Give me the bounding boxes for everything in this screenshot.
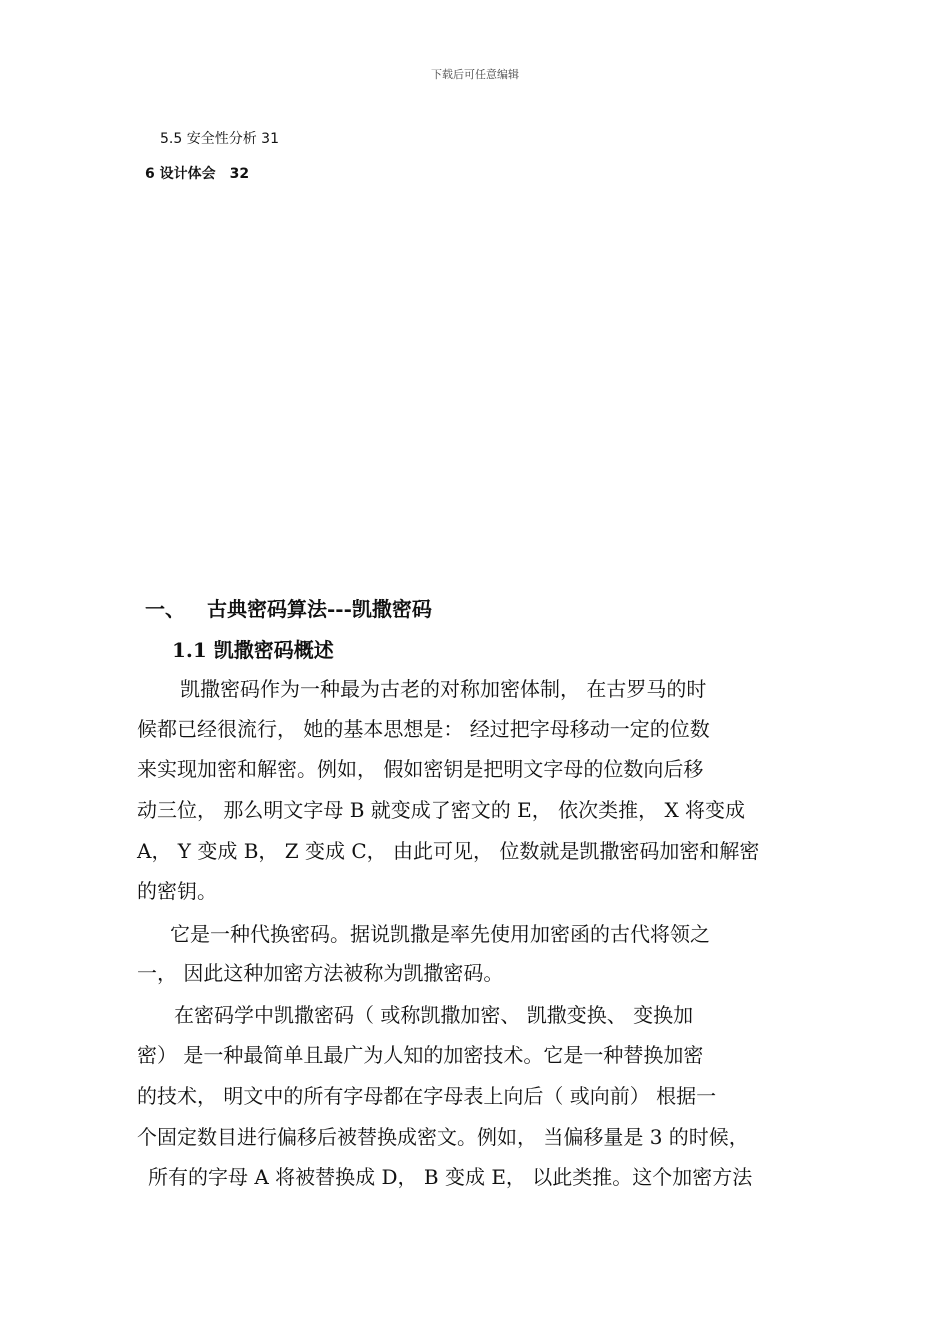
body-line: 一， 因此这种加密方法被称为凯撒密码。 bbox=[137, 961, 504, 985]
chapter-number: 一、 bbox=[145, 597, 185, 621]
body-line: 所有的字母 A 将被替换成 D， B 变成 E， 以此类推。这个加密方法 bbox=[148, 1165, 753, 1189]
body-line: A， Y 变成 B， Z 变成 C， 由此可见， 位数就是凯撒密码加密和解密 bbox=[137, 839, 760, 863]
section-heading: 1.1 凯撒密码概述 bbox=[172, 638, 334, 662]
body-line: 个固定数目进行偏移后被替换成密文。例如， 当偏移量是 3 的时候， bbox=[137, 1125, 749, 1149]
page-header-note: 下载后可任意编辑 bbox=[431, 68, 519, 81]
toc-entry-5-5: 5.5 安全性分析 31 bbox=[160, 131, 279, 147]
body-line: 它是一种代换密码。据说凯撒是率先使用加密函的古代将领之 bbox=[170, 922, 710, 946]
chapter-title: 古典密码算法---凯撒密码 bbox=[207, 597, 432, 621]
body-line: 来实现加密和解密。例如， 假如密钥是把明文字母的位数向后移 bbox=[137, 757, 704, 781]
toc-entry-6-label: 6 设计体会 bbox=[145, 166, 216, 182]
body-line: 的密钥。 bbox=[137, 879, 217, 903]
chapter-heading bbox=[145, 593, 432, 622]
body-line: 凯撒密码作为一种最为古老的对称加密体制， 在古罗马的时 bbox=[180, 677, 707, 701]
body-line: 在密码学中凯撒密码（ 或称凯撒加密、 凯撒变换、 变换加 bbox=[174, 1003, 694, 1027]
body-line: 动三位， 那么明文字母 B 就变成了密文的 E， 依次类推， X 将变成 bbox=[137, 798, 746, 822]
body-line: 的技术， 明文中的所有字母都在字母表上向后（ 或向前） 根据一 bbox=[137, 1084, 717, 1108]
body-line: 密） 是一种最简单且最广为人知的加密技术。它是一种替换加密 bbox=[137, 1043, 704, 1067]
toc-entry-6-page: 32 bbox=[229, 166, 250, 182]
body-line: 候都已经很流行， 她的基本思想是： 经过把字母移动一定的位数 bbox=[137, 717, 710, 741]
toc-entry-6 bbox=[145, 163, 249, 183]
